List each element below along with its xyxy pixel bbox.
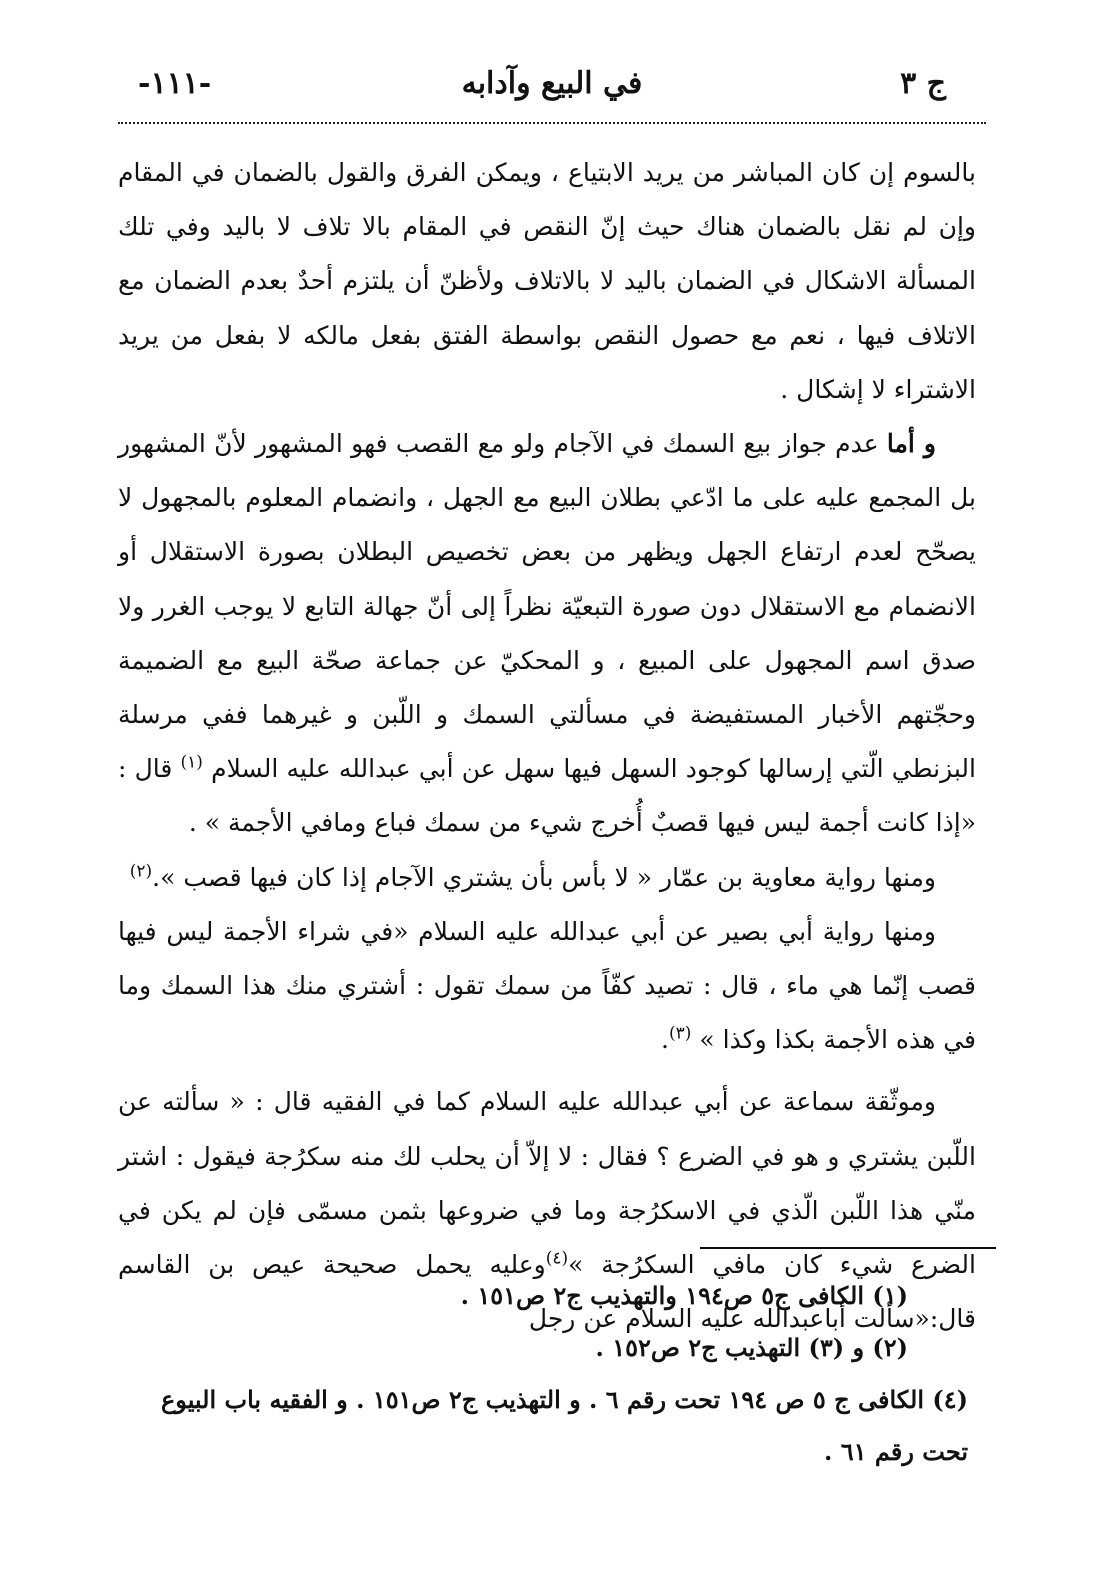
- footnote-ref-4: (٤): [545, 1248, 569, 1269]
- volume-label: ج ٣: [900, 66, 946, 101]
- chapter-title: في البيع وآدابه: [461, 66, 643, 101]
- paragraph-gap: [118, 1067, 976, 1075]
- footnote-ref-2: (٢): [129, 861, 153, 882]
- footnote-ref-3: (٣): [669, 1023, 692, 1044]
- footnote-1: (١) الكافى ج٥ ص١٩٤ والتهذيب ج٢ ص١٥١ .: [460, 1281, 908, 1310]
- paragraph-4: ومنها رواية أبي بصير عن أبي عبدالله عليه السلام «في شراء الأجمة ليس فيها قصب إنّما هي ماء ، قال : تصيد كفّاً من سمك تقول : أشتري منك هذا السمك وما في هذه الأجمة بكذا وكذا » $^{(٣)}$.: [118, 916, 976, 1055]
- main-text: [118, 146, 976, 1346]
- footnote-2: (٢) و (٣) التهذيب ج٢ ص١٥٢ .: [595, 1333, 908, 1362]
- page-number: -١١١-: [138, 66, 212, 101]
- footnotes: [118, 1270, 968, 1478]
- footnote-ref-1: (١): [180, 752, 203, 773]
- paragraph-4-text: ومنها رواية أبي بصير عن أبي عبدالله عليه السلام «في شراء الأجمة ليس فيها قصب إنّما هي ماء ، قال : تصيد كفّاً من سمك تقول : أشتري منك هذا السمك وما في هذه الأجمة بكذا وكذا »: [118, 916, 976, 1055]
- paragraph-2-end: قال : «إذا كانت أجمة ليس فيها قصبٌ أُخرج شيء من سمك فباع ومافي الأجمة » .: [118, 754, 976, 838]
- paragraph-2-lead: و أما: [886, 429, 937, 459]
- page-header: [118, 66, 986, 116]
- header-divider: [118, 122, 986, 124]
- paragraph-3-text: ومنها رواية معاوية بن عمّار « لا بأس بأن يشتري الآجام إذا كان فيها قصب ».: [152, 862, 936, 892]
- paragraph-2: [118, 417, 976, 851]
- footnote-4: (٤) الكافى ج ٥ ص ١٩٤ تحت رقم ٦ . و التهذيب ج٢ ص١٥١ . و الفقيه باب البيوع تحت رقم ٦١ .: [160, 1385, 968, 1466]
- paragraph-5-text: وموثّقة سماعة عن أبي عبدالله عليه السلام كما في الفقيه قال : « سألته عن اللّبن يشتري و هو في الضرع ؟ فقال : لا إلاّ أن يحلب لك منه سكرُجة فيقول : اشتر منّي هذا اللّبن الّذي في الاسكرُجة وما في ضروعها بثمن مسمّى فإن لم يكن في الضرع شيء كان مافي السكرُجة »: [118, 1087, 976, 1280]
- paragraph-2-text: عدم جواز بيع السمك في الآجام ولو مع القصب فهو المشهور لأنّ المشهور بل المجمع عليه على ما ادّعي بطلان البيع مع الجهل ، وانضمام المعلوم بالمجهول لا يصحّح لعدم ارتفاع الجهل ويظهر من بعض تخصيص البطلان بصورة الاستقلال أو الانضمام مع الاستقلال دون صورة التبعيّة نظراً إلى أنّ جهالة التابع لا يوجب الغرر ولا صدق اسم المجهول على المبيع ، و المحكيّ عن جماعة صحّة البيع مع الضميمة وحجّتهم الأخبار المستفيضة في مسألتي السمك و اللّبن و غيرهما ففي مرسلة البزنطي الّتي إرسالها كوجود السهل فيها سهل عن أبي عبدالله عليه السلام: [118, 429, 976, 784]
- paragraph-3: [118, 851, 976, 905]
- paragraph-5-end: وعليه يحمل صحيحة عيص بن القاسم قال:«سألت أباعبدالله عليه السلام عن رجل: [118, 1250, 976, 1334]
- paragraph-1: بالسوم إن كان المباشر من يريد الابتياع ، ويمكن الفرق والقول بالضمان في المقام وإن لم نقل بالضمان هناك حيث إنّ النقص في المقام بالا تلاف لا باليد وفي تلك المسألة الاشكال في الضمان باليد لا بالاتلاف ولأظنّ أن يلتزم أحدٌ بعدم الضمان مع الاتلاف فيها ، نعم مع حصول النقص بواسطة الفتق بفعل مالكه لا بفعل من يريد الاشتراء لا إشكال .: [118, 158, 976, 404]
- footnote-divider: [700, 1247, 996, 1249]
